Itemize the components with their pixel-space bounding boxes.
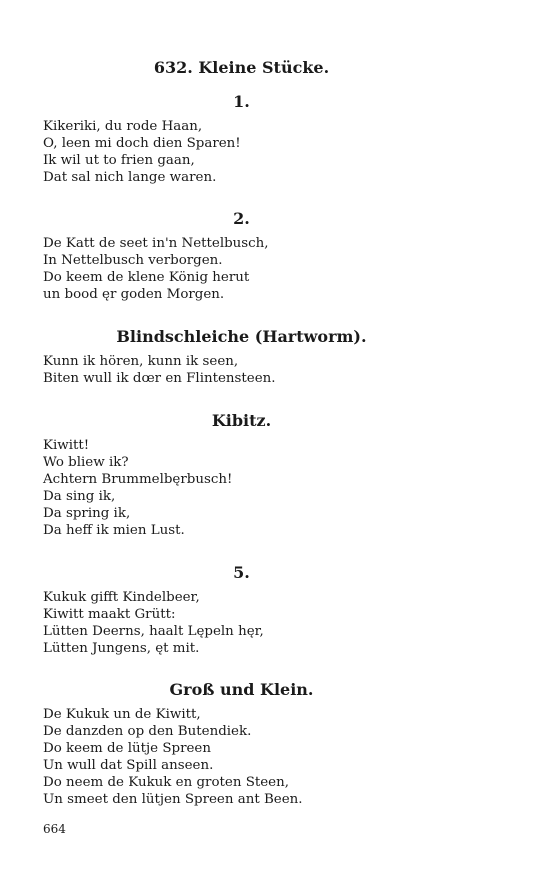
page-title: 632. Kleine Stücke. [153, 58, 330, 77]
section-1 [43, 92, 440, 186]
verse [43, 437, 440, 539]
verse-line: Biten wull ik dœr en Flintensteen. [43, 371, 276, 386]
section-5 [43, 563, 440, 657]
verse-line: Da sing ik, [43, 489, 116, 504]
verse [43, 589, 440, 657]
section-2 [43, 209, 440, 303]
verse-line: Achtern Brummelbęrbusch! [43, 472, 233, 487]
section-heading: Groß und Klein. [169, 680, 314, 699]
section-heading: Kibitz. [211, 411, 272, 430]
verse-line: Kikeriki, du rode Haan, [43, 119, 203, 134]
verse-line: Lütten Deerns, haalt Lępeln hęr, [43, 624, 264, 639]
verse-line: De Katt de seet in'n Nettelbusch, [43, 236, 269, 251]
verse-line: De Kukuk un de Kiwitt, [43, 707, 201, 722]
verse-line: Lütten Jungens, ęt mit. [43, 641, 200, 656]
verse-line: Un wull dat Spill anseen. [43, 758, 214, 773]
section-kibitz [43, 411, 440, 539]
section-heading: 5. [233, 563, 250, 582]
verse-line: un bood ęr goden Morgen. [43, 287, 225, 302]
verse-line: Da heff ik mien Lust. [43, 523, 185, 538]
verse-line: Do keem de klene König herut [43, 270, 250, 285]
verse-line: Wo bliew ik? [43, 455, 129, 470]
section-blindschleiche [43, 327, 440, 387]
verse-line: Kiwitt! [43, 438, 90, 453]
section-heading: Blindschleiche (Hartworm). [116, 327, 367, 346]
verse [43, 706, 440, 808]
page-number: 664 [43, 822, 66, 836]
verse-line: Un smeet den lütjen Spreen ant Been. [43, 792, 303, 807]
verse-line: Do neem de Kukuk en groten Steen, [43, 775, 289, 790]
verse [43, 118, 440, 186]
verse-line: Do keem de lütje Spreen [43, 741, 211, 756]
verse [43, 353, 440, 387]
verse-line: Dat sal nich lange waren. [43, 170, 217, 185]
verse [43, 235, 440, 303]
verse-line: O, leen mi doch dien Sparen! [43, 136, 241, 151]
verse-line: Kunn ik hören, kunn ik seen, [43, 354, 239, 369]
section-gross-und-klein [43, 680, 440, 808]
verse-line: Kiwitt maakt Grütt: [43, 607, 176, 622]
verse-line: De danzden op den Butendiek. [43, 724, 252, 739]
verse-line: Ik wil ut to frien gaan, [43, 153, 195, 168]
verse-line: Kukuk gifft Kindelbeer, [43, 590, 200, 605]
verse-line: In Nettelbusch verborgen. [43, 253, 223, 268]
section-heading: 1. [233, 92, 250, 111]
verse-line: Da spring ik, [43, 506, 131, 521]
section-heading: 2. [233, 209, 250, 228]
